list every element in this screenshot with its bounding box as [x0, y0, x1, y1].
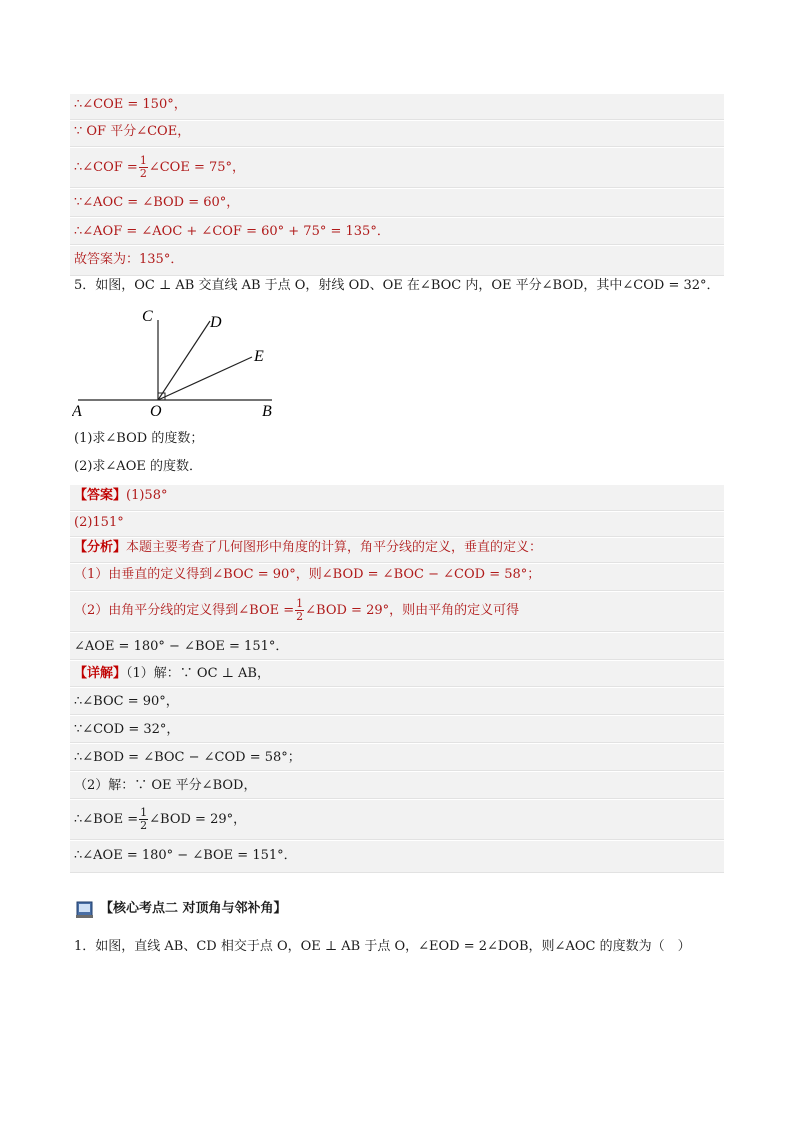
solution-line [70, 148, 724, 188]
detail-line [70, 716, 724, 743]
answer-line [70, 485, 724, 511]
detail-text: （1）解：∵ OC ⊥ AB， [126, 666, 270, 681]
question-stem [70, 937, 724, 957]
detail-line [70, 688, 724, 715]
solution-line [70, 121, 724, 147]
fraction [295, 598, 304, 623]
section-heading [70, 896, 724, 922]
detail-line [70, 772, 724, 799]
detail-text: ∠BOD = 29°， [149, 812, 247, 827]
fraction [139, 155, 148, 180]
analysis-text: ∠BOD = 29°，则由平角的定义可得 [305, 603, 520, 618]
label-b: B [262, 403, 272, 420]
analysis-line [70, 538, 724, 563]
analysis-text: ∠AOE = 180° − ∠BOE = 151°． [74, 639, 289, 654]
solution-text: 故答案为：135°． [74, 252, 184, 267]
solution-text: ∴∠AOF = ∠AOC + ∠COF = 60° + 75° = 135°． [74, 224, 390, 239]
section-title: 【核心考点二 对顶角与邻补角】 [100, 901, 287, 916]
solution-text: ∠COE = 75°， [148, 160, 246, 175]
book-icon [74, 898, 96, 920]
fraction-numerator: 1 [139, 154, 147, 167]
analysis-line [70, 564, 724, 591]
detail-line [70, 744, 724, 771]
solution-text: ∵∠AOC = ∠BOD = 60°， [74, 195, 240, 210]
detail-line [70, 841, 724, 873]
solution-text: ∵ OF 平分∠COE， [74, 124, 191, 139]
analysis-line [70, 633, 724, 660]
sub-question-text: (1)求∠BOD 的度数； [74, 431, 204, 446]
label-c: C [142, 308, 153, 325]
answer-text: (1)58° [126, 488, 168, 503]
detail-text: ∴∠BOC = 90°， [74, 694, 179, 709]
analysis-tag: 【分析】 [74, 540, 127, 555]
solution-line [70, 218, 724, 245]
detail-text: ∴∠AOE = 180° − ∠BOE = 151°． [74, 848, 297, 863]
label-a: A [72, 403, 82, 420]
detail-text: ∴∠BOD = ∠BOC − ∠COD = 58°； [74, 750, 301, 765]
question-text: 1．如图，直线 AB、CD 相交于点 O，OE ⊥ AB 于点 O，∠EOD = 2∠DOB，则∠AOC 的度数为（ ） [74, 939, 691, 954]
analysis-text: 本题主要考查了几何图形中角度的计算，角平分线的定义，垂直的定义： [126, 540, 543, 555]
detail-text: ∴∠BOE = [74, 812, 139, 827]
answer-text: (2)151° [74, 515, 124, 530]
question-text: 5．如图，OC ⊥ AB 交直线 AB 于点 O，射线 OD、OE 在∠BOC 内，OE 平分∠BOD，其中∠COD = 32°． [74, 278, 720, 293]
label-d: D [210, 314, 222, 331]
fraction-denominator: 2 [139, 167, 147, 180]
answer-tag: 【答案】 [74, 488, 127, 503]
solution-line [70, 189, 724, 217]
analysis-text: （1）由垂直的定义得到∠BOC = 90°，则∠BOD = ∠BOC − ∠COD = 58°； [74, 567, 541, 582]
sub-question-1 [70, 429, 724, 449]
geometry-figure [72, 302, 282, 420]
fraction-denominator: 2 [140, 819, 148, 832]
sub-question-text: (2)求∠AOE 的度数． [74, 459, 202, 474]
analysis-line [70, 592, 724, 632]
detail-text: （2）解：∵ OE 平分∠BOD， [74, 778, 257, 793]
fraction-numerator: 1 [140, 806, 148, 819]
solution-text: ∴∠COF = [74, 160, 138, 175]
solution-text: ∴∠COE = 150°， [74, 97, 187, 112]
label-e: E [254, 348, 264, 365]
detail-tag: 【详解】 [74, 666, 127, 681]
label-o: O [150, 403, 162, 420]
question-stem [70, 276, 724, 296]
fraction [139, 807, 148, 832]
sub-question-2 [70, 457, 724, 477]
answer-line [70, 512, 724, 537]
analysis-text: （2）由角平分线的定义得到∠BOE = [74, 603, 295, 618]
fraction-denominator: 2 [296, 610, 304, 623]
detail-text: ∵∠COD = 32°， [74, 722, 180, 737]
detail-line [70, 661, 724, 687]
solution-line [70, 246, 724, 276]
solution-line [70, 94, 724, 120]
fraction-numerator: 1 [296, 597, 304, 610]
detail-line [70, 800, 724, 840]
